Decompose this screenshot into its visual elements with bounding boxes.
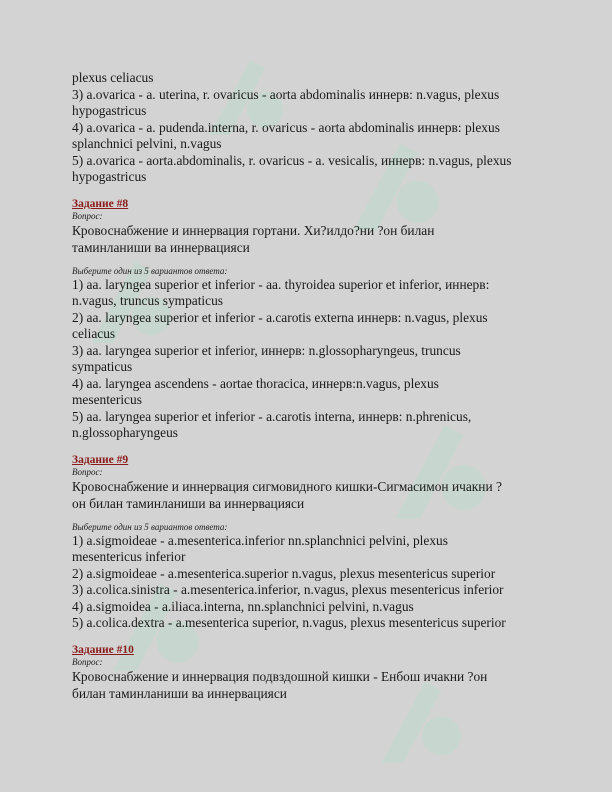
- answer-line: 3) a.colica.sinistra - a.mesenterica.inferior, n.vagus, plexus mesentericus inferior: [72, 582, 504, 597]
- question-line: Кровоснабжение и иннервация гортани. Хи?илдо?ни ?он билан: [72, 222, 435, 238]
- answer-line: 4) a.sigmoidea - a.iliaca.interna, nn.splanchnici pelvini, n.vagus: [72, 598, 414, 614]
- answer-line: 4) aa. laryngea ascendens - aortae thoracica, иннерв:n.vagus, plexus: [72, 375, 439, 391]
- question-label: Вопрос:: [72, 466, 103, 477]
- answer-line: sympaticus: [72, 359, 133, 374]
- question-line: таминланиши ва иннервацияси: [72, 239, 250, 255]
- task-block: [72, 198, 552, 442]
- question-line: билан таминланиши ва иннервацияси: [72, 685, 287, 701]
- task-title: Задание #10: [72, 643, 134, 656]
- answer-line: splanchnici pelvini, n.vagus: [72, 136, 222, 151]
- question-line: он билан таминланиши ва иннервацияси: [72, 495, 305, 511]
- answers-label: Выберите один из 5 вариантов ответа:: [72, 521, 228, 532]
- question-label: Вопрос:: [72, 210, 103, 221]
- question-label: Вопрос:: [72, 656, 103, 667]
- answer-line: hypogastricus: [72, 103, 147, 118]
- answers-label: Выберите один из 5 вариантов ответа:: [72, 265, 228, 276]
- answer-line: 1) aa. laryngea superior et inferior - aa. thyroidea superior et inferior, иннерв:: [72, 276, 490, 292]
- question-line: Кровоснабжение и иннервация сигмовидного кишки-Сигмасимон ичакни ?: [72, 478, 502, 494]
- answer-line: 2) a.sigmoideae - a.mesenterica.superior n.vagus, plexus mesentericus superior: [72, 565, 496, 581]
- answer-line: 1) a.sigmoideae - a.mesenterica.inferior nn.splanchnici pelvini, plexus: [72, 532, 448, 548]
- task-title: Задание #9: [72, 453, 129, 466]
- answer-line: hypogastricus: [72, 169, 147, 184]
- answer-line: 3) aa. laryngea superior et inferior, иннерв: n.glossopharyngeus, truncus: [72, 342, 461, 358]
- answer-line: mesentericus inferior: [72, 549, 186, 564]
- intro-answer-list: [72, 70, 552, 186]
- answer-line: 5) a.colica.dextra - a.mesenterica superior, n.vagus, plexus mesentericus superior: [72, 615, 506, 630]
- answer-line: n.vagus, truncus sympaticus: [72, 293, 223, 308]
- answer-line: 3) a.ovarica - a. uterina, r. ovaricus - aorta abdominalis иннерв: n.vagus, plexus: [72, 86, 500, 102]
- answer-line: 2) aa. laryngea superior et inferior - a.carotis externa иннерв: n.vagus, plexus: [72, 309, 488, 325]
- task-title: Задание #8: [72, 197, 129, 210]
- answer-line: plexus celiacus: [72, 70, 154, 85]
- task-block: [72, 454, 552, 632]
- answer-line: 5) aa. laryngea superior et inferior - a.carotis interna, иннерв: n.phrenicus,: [72, 408, 472, 424]
- answer-line: n.glossopharyngeus: [72, 425, 179, 440]
- answer-line: 4) a.ovarica - a. pudenda.interna, r. ovaricus - aorta abdominalis иннерв: plexus: [72, 119, 500, 135]
- answer-line: 5) a.ovarica - aorta.abdominalis, r. ovaricus - a. vesicalis, иннерв: n.vagus, plexus: [72, 152, 512, 168]
- question-line: Кровоснабжение и иннервация подвздошной кишки - Енбош ичакни ?он: [72, 668, 488, 684]
- answer-line: celiacus: [72, 326, 116, 341]
- answer-line: mesentericus: [72, 392, 142, 407]
- document-page: [72, 70, 552, 702]
- task-block: [72, 644, 552, 702]
